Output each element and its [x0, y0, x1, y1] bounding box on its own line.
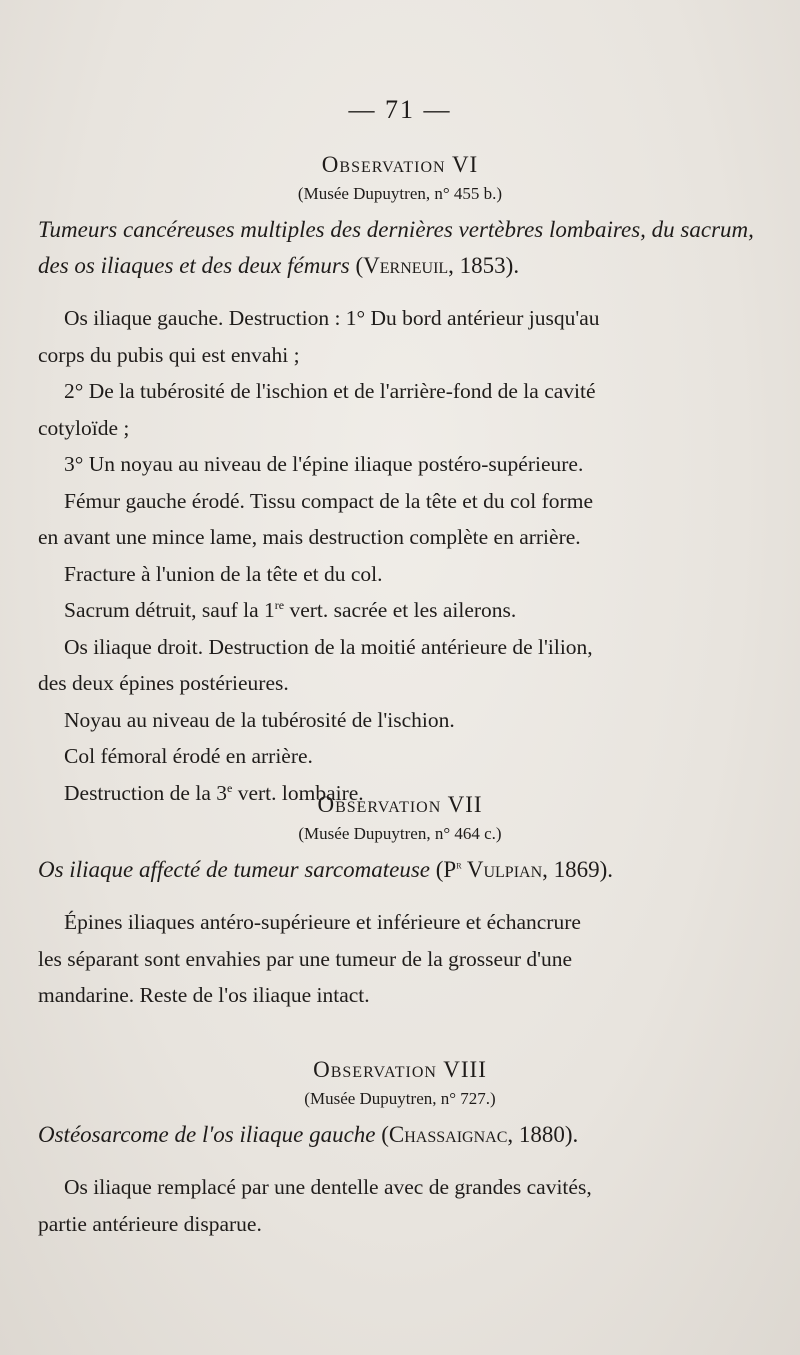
body-line: Os iliaque droit. Destruction de la moitié antérieure de l'ilion, [64, 634, 593, 659]
observation-vi [0, 150, 800, 811]
observation-title-text: Ostéosarcome de l'os iliaque gauche [38, 1122, 376, 1147]
body-line: Fracture à l'union de la tête et du col. [64, 561, 383, 586]
body-line: corps du pubis qui est envahi ; [38, 342, 300, 367]
observation-vii [0, 790, 800, 1014]
body-line: 3° Un noyau au niveau de l'épine iliaque postéro-supérieure. [64, 452, 584, 476]
body-line: Os iliaque gauche. Destruction : 1° Du bord antérieur jusqu'au [64, 306, 600, 330]
observation-viii [0, 1055, 800, 1242]
observation-author: ($P^r$ Vulpian, 1869). [435, 857, 614, 882]
body-line: des deux épines postérieures. [38, 671, 289, 695]
body-line: mandarine. Reste de l'os iliaque intact. [38, 983, 370, 1007]
observation-heading: Observation VII [317, 792, 483, 817]
body-line: Sacrum détruit, sauf la 1re vert. sacrée et les ailerons. [64, 597, 517, 622]
body-line: Destruction de la 3e vert. lombaire. [64, 780, 364, 805]
body-line: partie antérieure disparue. [38, 1211, 262, 1236]
body-line: Col fémoral érodé en arrière. [64, 744, 313, 768]
body-line: Noyau au niveau de la tubérosité de l'ischion. [64, 707, 455, 732]
observation-source: (Musée Dupuytren, n° 464 c.) [298, 824, 502, 843]
body-line: cotyloïde ; [38, 415, 130, 440]
body-line: Épines iliaques antéro-supérieure et inférieure et échancrure [64, 910, 581, 934]
page-number: — 71 — [348, 95, 452, 124]
observation-title-text: Tumeurs cancéreuses multiples des dernières vertèbres lombaires, du sacrum, des os iliaques et des deux fémurs [38, 217, 754, 278]
observation-title-text: Os iliaque affecté de tumeur sarcomateuse [38, 857, 430, 882]
observation-title [0, 1117, 800, 1153]
body-line: les séparant sont envahies par une tumeur de la grosseur d'une [38, 946, 573, 971]
observation-heading: Observation VIII [313, 1057, 487, 1082]
observation-body [0, 300, 800, 811]
observation-body [0, 904, 800, 1014]
observation-body [0, 1169, 800, 1242]
body-line: Fémur gauche érodé. Tissu compact de la tête et du col forme [64, 488, 593, 513]
observation-heading: Observation VI [321, 152, 479, 177]
observation-source: (Musée Dupuytren, n° 455 b.) [297, 184, 503, 203]
observation-author: (Verneuil, 1853). [355, 253, 520, 278]
observation-source: (Musée Dupuytren, n° 727.) [304, 1089, 496, 1108]
observation-title [0, 852, 800, 888]
body-line: en avant une mince lame, mais destruction complète en arrière. [38, 525, 581, 549]
observation-author: (Chassaignac, 1880). [381, 1122, 579, 1147]
observation-title [0, 212, 800, 284]
body-line: Os iliaque remplacé par une dentelle avec de grandes cavités, [64, 1175, 592, 1199]
body-line: 2° De la tubérosité de l'ischion et de l'arrière-fond de la cavité [64, 379, 596, 403]
